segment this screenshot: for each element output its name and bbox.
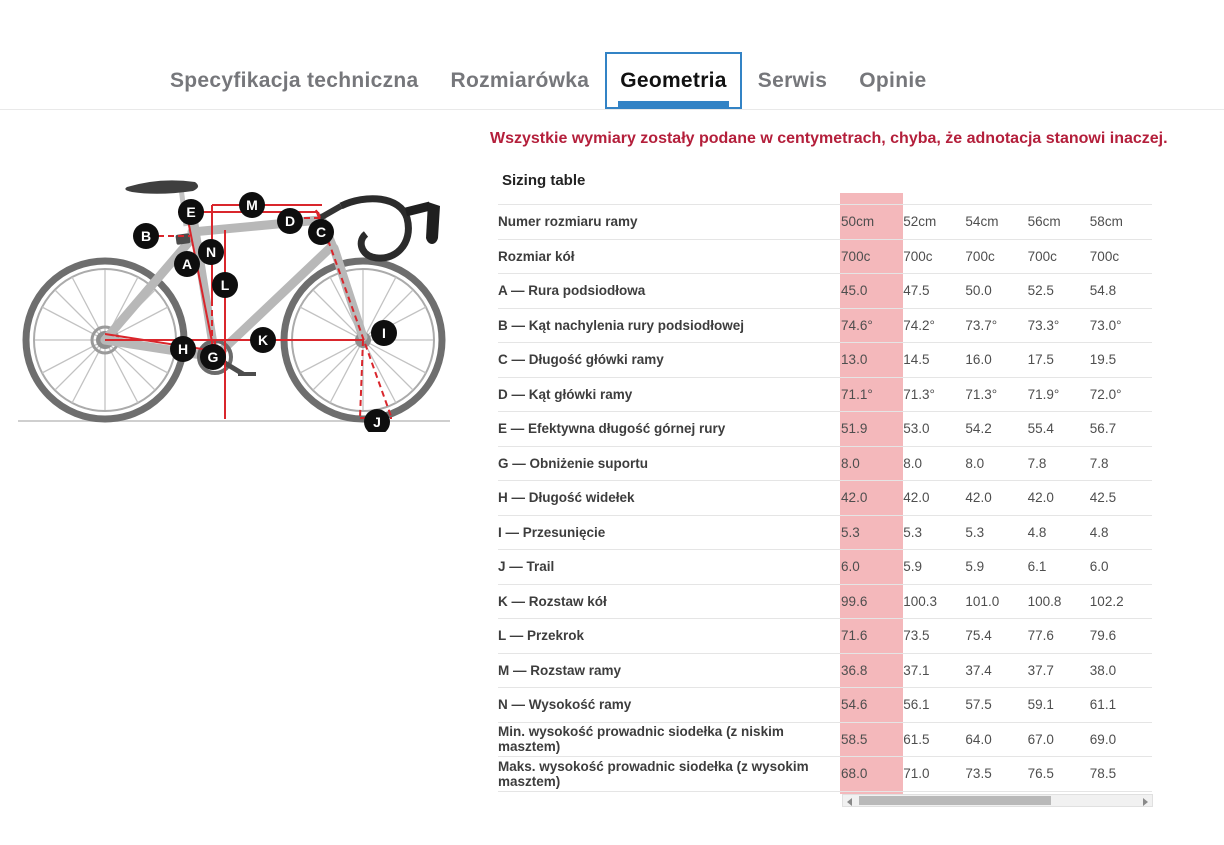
- cell-value-highlighted: 99.6: [841, 584, 903, 619]
- cell-value: 77.6: [1028, 619, 1090, 654]
- diagram-label-D: D: [284, 213, 296, 229]
- tab-label: Specyfikacja techniczna: [170, 68, 419, 92]
- row-label: Rozmiar kół: [498, 239, 841, 274]
- scrollbar-thumb[interactable]: [859, 796, 1051, 805]
- cell-value: 700c: [1028, 239, 1090, 274]
- tab-label: Rozmiarówka: [450, 68, 590, 92]
- cell-value: 100.8: [1028, 584, 1090, 619]
- cell-value: 71.3°: [903, 377, 965, 412]
- cell-value: 102.2: [1090, 584, 1152, 619]
- cell-value: 5.3: [965, 515, 1027, 550]
- cell-value: 8.0: [965, 446, 1027, 481]
- cell-value: 4.8: [1028, 515, 1090, 550]
- table-row: [498, 446, 1152, 481]
- cell-value: 74.2°: [903, 308, 965, 343]
- cell-value: 73.0°: [1090, 308, 1152, 343]
- cell-value-highlighted: 74.6°: [841, 308, 903, 343]
- cell-value: 52cm: [903, 205, 965, 240]
- cell-value-highlighted: 51.9: [841, 412, 903, 447]
- diagram-label-M: M: [246, 197, 258, 213]
- cell-value: 59.1: [1028, 688, 1090, 723]
- cell-value-highlighted: 8.0: [841, 446, 903, 481]
- tabs: [168, 52, 942, 109]
- cell-value: 700c: [965, 239, 1027, 274]
- table-row: [498, 308, 1152, 343]
- table-row: [498, 688, 1152, 723]
- cell-value: 37.7: [1028, 653, 1090, 688]
- row-label: J — Trail: [498, 550, 841, 585]
- cell-value-highlighted: 54.6: [841, 688, 903, 723]
- cell-value: 7.8: [1028, 446, 1090, 481]
- cell-value: 54.2: [965, 412, 1027, 447]
- diagram-label-J: J: [373, 414, 381, 430]
- cell-value-highlighted: 5.3: [841, 515, 903, 550]
- diagram-label-G: G: [207, 349, 219, 365]
- tabs-underline: [0, 109, 1224, 110]
- cell-value-highlighted: 700c: [841, 239, 903, 274]
- row-label: Maks. wysokość prowadnic siodełka (z wysokim masztem): [498, 757, 841, 792]
- tab-label: Geometria: [620, 68, 727, 92]
- table-row: [498, 722, 1152, 757]
- row-label: D — Kąt główki ramy: [498, 377, 841, 412]
- cell-value: 6.1: [1028, 550, 1090, 585]
- diagram-label-L: L: [220, 277, 230, 293]
- sizing-table-title: Sizing table: [502, 172, 586, 189]
- cell-value: 57.5: [965, 688, 1027, 723]
- cell-value-highlighted: 42.0: [841, 481, 903, 516]
- cell-value: 8.0: [903, 446, 965, 481]
- saddle-icon: [125, 180, 198, 193]
- row-label: N — Wysokość ramy: [498, 688, 841, 723]
- diagram-label-I: I: [382, 325, 386, 341]
- cell-value: 53.0: [903, 412, 965, 447]
- cell-value: 5.9: [903, 550, 965, 585]
- table-row: [498, 481, 1152, 516]
- cell-value: 73.5: [965, 757, 1027, 792]
- cell-value-highlighted: 45.0: [841, 274, 903, 309]
- cell-value-highlighted: 71.6: [841, 619, 903, 654]
- cell-value: 76.5: [1028, 757, 1090, 792]
- row-label: L — Przekrok: [498, 619, 841, 654]
- cell-value: 71.0: [903, 757, 965, 792]
- table-row: [498, 619, 1152, 654]
- diagram-label-A: A: [181, 256, 193, 272]
- row-label: E — Efektywna długość górnej rury: [498, 412, 841, 447]
- cell-value: 52.5: [1028, 274, 1090, 309]
- table-row: [498, 239, 1152, 274]
- sizing-table: [498, 204, 1152, 792]
- cell-value: 6.0: [1090, 550, 1152, 585]
- row-label: C — Długość główki ramy: [498, 343, 841, 378]
- horizontal-scrollbar[interactable]: [842, 794, 1153, 807]
- cell-value: 47.5: [903, 274, 965, 309]
- tab-geometria[interactable]: [605, 52, 742, 109]
- cell-value: 14.5: [903, 343, 965, 378]
- diagram-label-N: N: [205, 244, 217, 260]
- cell-value: 73.5: [903, 619, 965, 654]
- cell-value: 61.1: [1090, 688, 1152, 723]
- table-row: [498, 274, 1152, 309]
- cell-value: 42.0: [965, 481, 1027, 516]
- cell-value: 101.0: [965, 584, 1027, 619]
- table-row: [498, 412, 1152, 447]
- scroll-left-arrow-icon[interactable]: [847, 798, 852, 806]
- cell-value: 56.1: [903, 688, 965, 723]
- diagram-label-B: B: [140, 228, 152, 244]
- row-label: Min. wysokość prowadnic siodełka (z niskim masztem): [498, 722, 841, 757]
- cell-value: 42.0: [1028, 481, 1090, 516]
- cell-value: 55.4: [1028, 412, 1090, 447]
- row-label: K — Rozstaw kół: [498, 584, 841, 619]
- cell-value: 61.5: [903, 722, 965, 757]
- tab-specyfikacja-techniczna[interactable]: [168, 52, 435, 109]
- cell-value: 72.0°: [1090, 377, 1152, 412]
- row-label: Numer rozmiaru ramy: [498, 205, 841, 240]
- row-label: B — Kąt nachylenia rury podsiodłowej: [498, 308, 841, 343]
- cell-value-highlighted: 71.1°: [841, 377, 903, 412]
- tab-opinie[interactable]: [843, 52, 942, 109]
- row-label: A — Rura podsiodłowa: [498, 274, 841, 309]
- diagram-label-C: C: [315, 224, 327, 240]
- table-row: [498, 757, 1152, 792]
- cell-value: 700c: [903, 239, 965, 274]
- table-row: [498, 653, 1152, 688]
- cell-value: 73.7°: [965, 308, 1027, 343]
- cell-value: 71.3°: [965, 377, 1027, 412]
- cell-value: 5.9: [965, 550, 1027, 585]
- table-row: [498, 377, 1152, 412]
- cell-value: 58cm: [1090, 205, 1152, 240]
- cell-value: 37.1: [903, 653, 965, 688]
- tab-serwis[interactable]: [742, 52, 844, 109]
- tab-rozmiarówka[interactable]: [435, 52, 606, 109]
- cell-value: 17.5: [1028, 343, 1090, 378]
- table-row: [498, 515, 1152, 550]
- cell-value: 54cm: [965, 205, 1027, 240]
- cell-value-highlighted: 13.0: [841, 343, 903, 378]
- diagram-label-H: H: [177, 341, 189, 357]
- cell-value: 67.0: [1028, 722, 1090, 757]
- cell-value: 16.0: [965, 343, 1027, 378]
- cell-value: 7.8: [1090, 446, 1152, 481]
- cell-value: 79.6: [1090, 619, 1152, 654]
- row-label: G — Obniżenie suportu: [498, 446, 841, 481]
- table-row: [498, 205, 1152, 240]
- cell-value: 100.3: [903, 584, 965, 619]
- diagram-label-E: E: [186, 204, 196, 220]
- tab-label: Serwis: [757, 68, 828, 92]
- table-row: [498, 584, 1152, 619]
- cell-value: 42.0: [903, 481, 965, 516]
- cell-value: 38.0: [1090, 653, 1152, 688]
- row-label: I — Przesunięcie: [498, 515, 841, 550]
- cell-value: 42.5: [1090, 481, 1152, 516]
- cell-value: 64.0: [965, 722, 1027, 757]
- cell-value: 19.5: [1090, 343, 1152, 378]
- cell-value: 37.4: [965, 653, 1027, 688]
- cell-value: 75.4: [965, 619, 1027, 654]
- cell-value: 69.0: [1090, 722, 1152, 757]
- cell-value-highlighted: 58.5: [841, 722, 903, 757]
- table-row: [498, 343, 1152, 378]
- cell-value-highlighted: 50cm: [841, 205, 903, 240]
- row-label: H — Długość widełek: [498, 481, 841, 516]
- table-row: [498, 550, 1152, 585]
- bike-geometry-diagram: [10, 160, 465, 432]
- cell-value-highlighted: 6.0: [841, 550, 903, 585]
- diagram-label-K: K: [257, 332, 269, 348]
- cell-value: 56cm: [1028, 205, 1090, 240]
- cell-value: 71.9°: [1028, 377, 1090, 412]
- cell-value: 73.3°: [1028, 308, 1090, 343]
- cell-value: 700c: [1090, 239, 1152, 274]
- cell-value: 78.5: [1090, 757, 1152, 792]
- tab-label: Opinie: [859, 68, 927, 92]
- scroll-right-arrow-icon[interactable]: [1143, 798, 1148, 806]
- row-label: M — Rozstaw ramy: [498, 653, 841, 688]
- units-note: Wszystkie wymiary zostały podane w centymetrach, chyba, że adnotacja stanowi inaczej.: [490, 130, 1168, 147]
- cell-value: 54.8: [1090, 274, 1152, 309]
- cell-value: 50.0: [965, 274, 1027, 309]
- cell-value-highlighted: 68.0: [841, 757, 903, 792]
- cell-value: 5.3: [903, 515, 965, 550]
- cell-value: 56.7: [1090, 412, 1152, 447]
- cell-value: 4.8: [1090, 515, 1152, 550]
- cell-value-highlighted: 36.8: [841, 653, 903, 688]
